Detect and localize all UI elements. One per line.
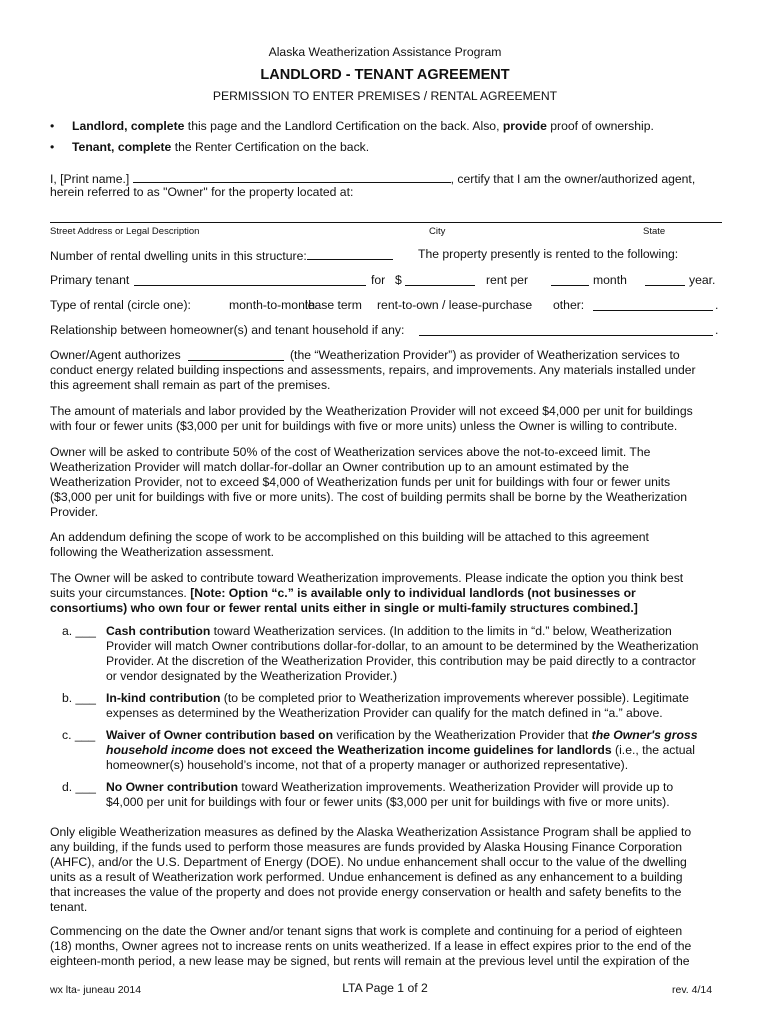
other-field[interactable] bbox=[593, 298, 713, 311]
option-b-check[interactable]: b. ___ bbox=[62, 691, 96, 705]
bullet-dot: • bbox=[50, 119, 55, 133]
contribute-line: Weatherization Provider will match dollar-for-dollar an Owner contribution up to an amount estimated by the bbox=[50, 460, 629, 474]
addendum-line: following the Weatherization assessment. bbox=[50, 545, 275, 559]
month-label: month bbox=[593, 273, 627, 287]
rent-per-label: rent per bbox=[486, 273, 529, 287]
options-note-line: consortiums) who own four or fewer rental units either in single or multi-family structures combined.] bbox=[50, 601, 638, 615]
eligible-line: (AHFC), and/or the U.S. Department of Energy (DOE). No undue enhancement shall occur to the value of the dwelling bbox=[50, 855, 687, 869]
owner-line-2: herein referred to as "Owner" for the property located at: bbox=[50, 185, 354, 199]
eligible-line: that increases the value of the property and does not provide energy conservation or health and safety benefits to the bbox=[50, 885, 682, 899]
commencing-line: eighteen-month period, a new lease may be signed, but rents will remain at the previous level until the expiration of the bbox=[50, 954, 690, 968]
tenant-name-field[interactable] bbox=[134, 273, 366, 286]
rental-option-month[interactable]: month-to-month bbox=[229, 298, 316, 312]
option-c-check[interactable]: c. ___ bbox=[62, 728, 96, 742]
option-d-line: No Owner contribution toward Weatherization improvements. Weatherization Provider will provide up to bbox=[106, 780, 674, 794]
footer-form-id: wx lta- juneau 2014 bbox=[50, 984, 142, 996]
option-b-line: In-kind contribution (to be completed prior to Weatherization improvements wherever possible). Legitimate bbox=[106, 691, 689, 705]
option-d-line: $4,000 per unit for buildings with four or fewer units ($3,000 per unit for buildings with five or more units). bbox=[106, 795, 670, 809]
authorizes-suffix: (the “Weatherization Provider”) as provider of Weatherization services to bbox=[290, 348, 680, 362]
option-a-line: Provider. At the discretion of the Weatherization Provider, this contribution may be paid directly to a contractor bbox=[106, 654, 696, 668]
option-a-line: Provider will match Owner contributions dollar-for-dollar, to an amount to be determined by the Weatherization bbox=[106, 639, 699, 653]
eligible-line: units as a result of Weatherization work performed. Undue enhancement is defined as any enhancement to a building bbox=[50, 870, 683, 884]
contribute-line: Weatherization Provider, not to exceed $4,000 of Weatherization funds per unit for buildings with four or fewer units bbox=[50, 475, 671, 489]
option-d-check[interactable]: d. ___ bbox=[62, 780, 96, 794]
tenant-label: Primary tenant bbox=[50, 273, 130, 287]
eligible-line: Only eligible Weatherization measures as defined by the Alaska Weatherization Assistance Program shall be applied to bbox=[50, 825, 692, 839]
option-a-line: or vendor designated by the Weatherization Provider.) bbox=[106, 669, 398, 683]
year-label: year. bbox=[689, 273, 716, 287]
dollar-sign: $ bbox=[395, 273, 402, 287]
rental-option-other[interactable]: other: bbox=[553, 298, 585, 312]
amount-line: The amount of materials and labor provided by the Weatherization Provider will not exceed $4,000 per unit for buildings bbox=[50, 404, 693, 418]
document-title: LANDLORD - TENANT AGREEMENT bbox=[260, 67, 510, 83]
option-c-line: household income does not exceed the Weatherization income guidelines for landlords (i.e., the actual bbox=[106, 743, 695, 757]
rental-type-label: Type of rental (circle one): bbox=[50, 298, 191, 312]
rental-option-rent-to-own[interactable]: rent-to-own / lease-purchase bbox=[377, 298, 533, 312]
contribute-line: Owner will be asked to contribute 50% of the cost of Weatherization services above the not-to-exceed limit. The bbox=[50, 445, 651, 459]
period: . bbox=[715, 323, 719, 337]
owner-name-field[interactable] bbox=[133, 170, 451, 183]
authorizes-line-3: this agreement shall remain as part of the premises. bbox=[50, 378, 331, 392]
bullet-dot: • bbox=[50, 140, 55, 154]
commencing-line: (18) months, Owner agrees not to increase rents on units weatherized. If a lease in effect expires prior to the end of the bbox=[50, 939, 692, 953]
units-field[interactable] bbox=[307, 247, 393, 260]
bullet-tenant: Tenant, complete the Renter Certification on the back. bbox=[72, 140, 370, 154]
period: . bbox=[715, 298, 719, 312]
month-check-field[interactable] bbox=[551, 273, 589, 286]
rent-amount-field[interactable] bbox=[405, 273, 475, 286]
document-subtitle: PERMISSION TO ENTER PREMISES / RENTAL AGREEMENT bbox=[212, 89, 558, 103]
contribute-line: ($3,000 per unit for buildings with five or more units). The cost of building permits shall be borne by the Weatherization bbox=[50, 490, 688, 504]
footer-page-number: LTA Page 1 of 2 bbox=[342, 981, 428, 995]
label-state: State bbox=[643, 226, 666, 237]
units-row: Number of rental dwelling units in this structure: bbox=[50, 247, 393, 264]
relationship-label: Relationship between homeowner(s) and tenant household if any: bbox=[50, 323, 405, 337]
label-city: City bbox=[429, 226, 446, 237]
bullet-landlord: Landlord, complete this page and the Landlord Certification on the back. Also, provide proof of ownership. bbox=[72, 119, 654, 133]
owner-name-line: I, [Print name.] , certify that I am the owner/authorized agent, bbox=[50, 172, 696, 186]
option-b-line: expenses as determined by the Weatherization Provider can qualify for the match defined in “a.” above. bbox=[106, 706, 663, 720]
option-a-line: Cash contribution toward Weatherization services. (In addition to the limits in “d.” below, Weatherization bbox=[106, 624, 672, 638]
eligible-line: any building, if the funds used to perform those measures are funds provided by Alaska Housing Finance Corporation bbox=[50, 840, 683, 854]
rental-option-lease[interactable]: lease term bbox=[305, 298, 362, 312]
address-field[interactable] bbox=[50, 222, 722, 223]
option-a-check[interactable]: a. ___ bbox=[62, 624, 96, 638]
authorizes-prefix: Owner/Agent authorizes bbox=[50, 348, 181, 362]
relationship-field[interactable] bbox=[419, 323, 713, 336]
footer-revision: rev. 4/14 bbox=[672, 984, 713, 996]
eligible-line: tenant. bbox=[50, 900, 88, 914]
rented-label: The property presently is rented to the following: bbox=[418, 247, 679, 261]
year-check-field[interactable] bbox=[645, 273, 685, 286]
label-street: Street Address or Legal Description bbox=[50, 226, 200, 237]
program-name: Alaska Weatherization Assistance Program bbox=[268, 45, 502, 59]
options-intro-line-2: suits your circumstances. [Note: Option “c.” is available only to individual landlords (not businesses or bbox=[50, 586, 636, 600]
option-c-line: homeowner(s) household’s income, not that of a property manager or authorized representative). bbox=[106, 758, 629, 772]
for-label: for bbox=[371, 273, 386, 287]
commencing-line: Commencing on the date the Owner and/or tenant signs that work is complete and continuing for a period of eighteen bbox=[50, 924, 683, 938]
option-c-line: Waiver of Owner contribution based on verification by the Weatherization Provider that the Owner's gross bbox=[106, 728, 698, 742]
addendum-line: An addendum defining the scope of work to be accomplished on this building will be attached to this agreement bbox=[50, 530, 649, 544]
options-intro-line: The Owner will be asked to contribute toward Weatherization improvements. Please indicate the option you think best bbox=[50, 571, 684, 585]
amount-line: with four or fewer units ($3,000 per unit for buildings with five or more units) unless the Owner is willing to contribute. bbox=[50, 419, 678, 433]
provider-field[interactable] bbox=[188, 348, 284, 361]
contribute-line: Provider. bbox=[50, 505, 99, 519]
authorizes-line-2: conduct energy related building inspections and assessments, repairs, and improvements. Any materials installed under bbox=[50, 363, 696, 377]
